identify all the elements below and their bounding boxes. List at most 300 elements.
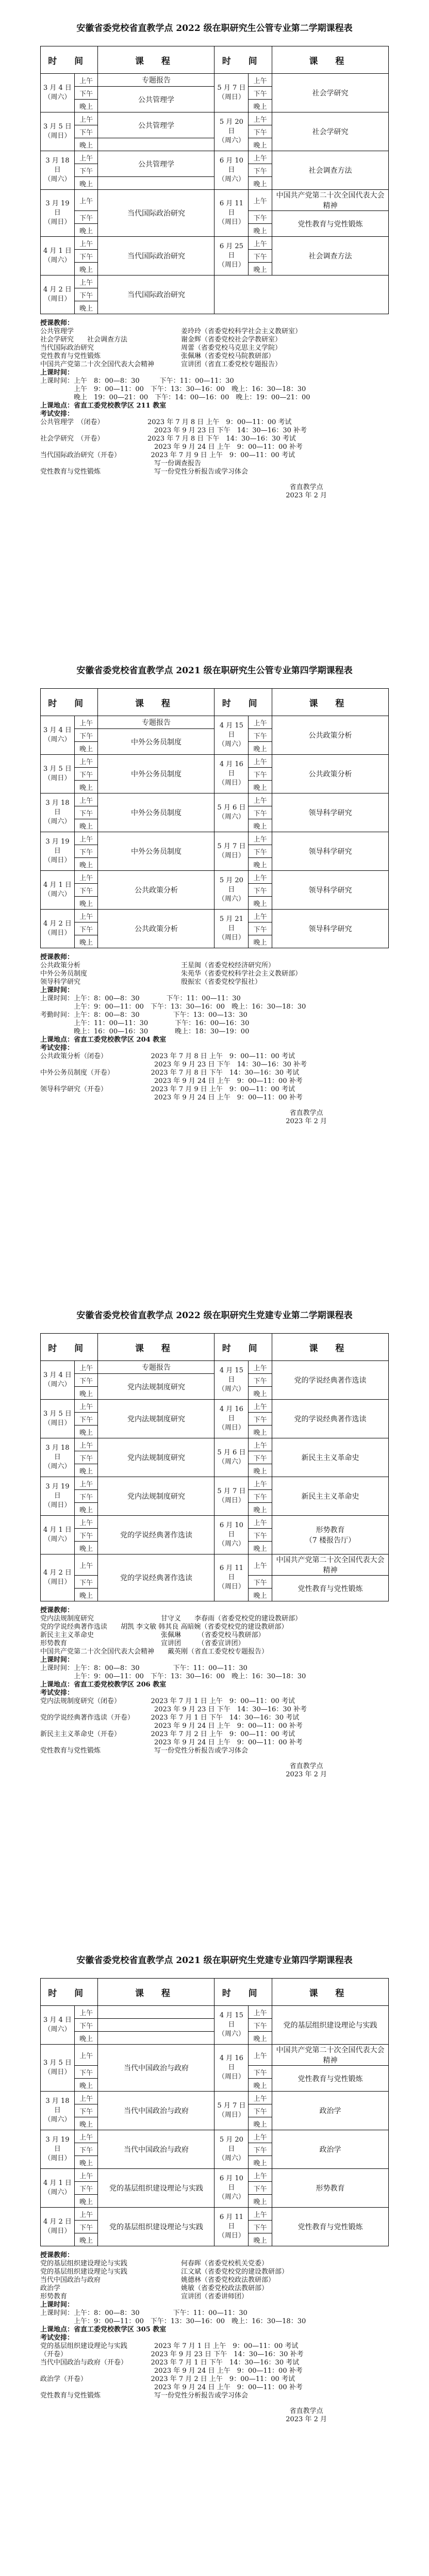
session-label: 下午 bbox=[249, 922, 272, 935]
info-line: 上午：11：00—11：30 下午：16：00—16：30 bbox=[40, 1019, 250, 1027]
date-cell: 5 月 20 日 （周六） bbox=[214, 2130, 249, 2169]
session-label: 上午 bbox=[74, 151, 98, 164]
course-cell: 党性教育与党性锻炼 bbox=[272, 2066, 388, 2092]
table-header: 时 间 bbox=[41, 1979, 98, 2006]
info-heading: 考试安排： bbox=[40, 1689, 74, 1697]
table-row bbox=[41, 1438, 389, 1451]
session-label: 上午 bbox=[249, 793, 272, 806]
session-label: 下午 bbox=[74, 1490, 98, 1503]
info-line: 党性教育与党性锻炼 张佩琳（省委党校马院教研部） bbox=[40, 352, 275, 360]
date-cell: 3 月 5 日 （周日） bbox=[41, 1400, 75, 1438]
session-label: 晚上 bbox=[74, 263, 98, 276]
info-heading: 上课地点：省直工委党校教学区 305 教室 bbox=[40, 2326, 167, 2334]
course-cell: 政治学 bbox=[272, 2092, 388, 2130]
session-label: 晚上 bbox=[74, 2079, 98, 2092]
info-line: 上课时间：上午 8：00—8：30 下午：11：00—11：30 bbox=[40, 377, 234, 385]
session-label: 上午 bbox=[249, 1438, 272, 1451]
course-cell: 党的学说经典著作选读 bbox=[272, 1400, 388, 1438]
session-label: 上午 bbox=[74, 1477, 98, 1490]
table-header: 时 间 bbox=[41, 1334, 98, 1361]
session-label: 下午 bbox=[74, 1451, 98, 1464]
session-label: 晚上 bbox=[74, 897, 98, 910]
session-label: 上午 bbox=[74, 871, 98, 884]
info-section bbox=[40, 2251, 389, 2400]
info-line: 新民主主义革命史 张佩琳 （省委党校马教研部） bbox=[40, 1631, 265, 1639]
schedule-page bbox=[0, 1932, 429, 2562]
table-row bbox=[41, 74, 389, 87]
info-heading: 授课教师： bbox=[40, 2251, 74, 2259]
session-label: 上午 bbox=[74, 1516, 98, 1529]
info-line: 党的学说经典著作选读（开卷） 2023 年 7 月 1 日 下午 14：30—16：30 考试 bbox=[40, 1714, 300, 1722]
session-label: 上午 bbox=[249, 2045, 272, 2066]
course-cell: 党内法规制度研究 bbox=[98, 1400, 214, 1438]
issue-date: 2023 年 2 月 bbox=[286, 1771, 327, 1778]
course-cell: 形势教育 bbox=[272, 2169, 388, 2208]
info-line: 中外公务员制度（开卷） 2023 年 7 月 8 日 下午 14：30—16：30 考试 bbox=[40, 1069, 300, 1077]
session-label: 上午 bbox=[249, 832, 272, 845]
session-label: 下午 bbox=[249, 2019, 272, 2032]
session-label: 晚上 bbox=[74, 1503, 98, 1516]
table-header: 时 间 bbox=[214, 1334, 272, 1361]
session-label: 上午 bbox=[74, 190, 98, 211]
course-cell: 党内法规制度研究 bbox=[98, 1477, 214, 1516]
table-header: 时 间 bbox=[41, 46, 98, 74]
info-line: 新民主主义革命史（开卷） 2023 年 7 月 2 日 上午 9：00—11：00 考试 bbox=[40, 1730, 295, 1738]
date-cell: 5 月 7 日 （周日） bbox=[214, 2092, 249, 2130]
session-label: 下午 bbox=[249, 768, 272, 781]
info-line: 上午：9：00—11：00 下午：13：30—16：00 晚上：16：30—18：30 bbox=[40, 1673, 306, 1680]
issuer-name: 省直教学点 bbox=[289, 1762, 323, 1770]
course-cell: 公共政策分析 bbox=[272, 755, 388, 793]
date-cell: 5 月 7 日 （周日） bbox=[214, 1477, 249, 1516]
session-label: 上午 bbox=[249, 237, 272, 250]
signature-block bbox=[40, 1109, 389, 1126]
info-heading: 考试安排： bbox=[40, 410, 74, 418]
session-label: 下午 bbox=[249, 2143, 272, 2156]
session-label: 晚上 bbox=[74, 935, 98, 948]
session-label: 上午 bbox=[74, 793, 98, 806]
session-label: 上午 bbox=[74, 1361, 98, 1374]
session-label: 上午 bbox=[249, 1516, 272, 1529]
page-title: 安徽省委党校省直教学点 2022 级在职研究生党建专业第二学期课程表 bbox=[76, 1310, 353, 1321]
info-line: 党性教育与党性锻炼 写一份党性分析报告或学习体会 bbox=[40, 468, 249, 476]
session-label: 下午 bbox=[74, 2221, 98, 2233]
session-label: 上午 bbox=[74, 2092, 98, 2104]
signature-inner bbox=[286, 1762, 327, 1779]
session-label: 晚上 bbox=[249, 935, 272, 948]
session-label: 晚上 bbox=[74, 742, 98, 755]
session-label: 晚上 bbox=[74, 1589, 98, 1601]
date-cell: 5 月 7 日 （周日） bbox=[214, 74, 249, 112]
session-label: 下午 bbox=[249, 845, 272, 858]
course-cell: 当代中国政治与政府 bbox=[98, 2092, 214, 2130]
info-line: 党的基层组织建设理论与实践 2023 年 7 月 1 日 上午 9：00—11：00 考试 bbox=[40, 2342, 299, 2350]
course-cell: 公共管理学 bbox=[98, 112, 214, 138]
session-label: 上午 bbox=[74, 237, 98, 250]
info-line: 社会学研究 （开卷） 2023 年 7 月 8 日 下午 14：30—16：30 考试 bbox=[40, 435, 296, 443]
table-row bbox=[41, 2045, 389, 2066]
session-label: 下午 bbox=[74, 1374, 98, 1387]
session-label: 晚上 bbox=[249, 819, 272, 832]
session-label: 晚上 bbox=[249, 2156, 272, 2169]
session-label: 上午 bbox=[249, 1361, 272, 1374]
date-cell: 5 月 21 日 （周日） bbox=[214, 910, 249, 948]
session-label: 晚上 bbox=[249, 781, 272, 793]
course-cell: 当代中国政治与政府 bbox=[98, 2130, 214, 2169]
signature-block bbox=[40, 483, 389, 500]
session-label: 下午 bbox=[249, 164, 272, 177]
date-cell: 4 月 2 日 （周日） bbox=[41, 910, 75, 948]
session-label: 上午 bbox=[74, 716, 98, 729]
session-label: 上午 bbox=[249, 716, 272, 729]
session-label: 下午 bbox=[249, 1374, 272, 1387]
table-row bbox=[41, 2169, 389, 2182]
session-label: 上午 bbox=[74, 112, 98, 125]
info-line: 考勤时间：上午：8：00—8：30 下午：13：00—13：30 bbox=[40, 1011, 248, 1019]
empty-cell bbox=[214, 276, 389, 314]
session-label: 下午 bbox=[74, 2182, 98, 2195]
table-row bbox=[41, 2208, 389, 2221]
date-cell: 6 月 10 日 （周六） bbox=[214, 2169, 249, 2208]
signature-block bbox=[40, 2407, 389, 2424]
date-cell: 3 月 5 日 （周日） bbox=[41, 112, 75, 151]
table-row bbox=[41, 190, 389, 211]
session-label: 晚上 bbox=[249, 2233, 272, 2246]
session-label: 下午 bbox=[74, 845, 98, 858]
session-label: 下午 bbox=[74, 125, 98, 138]
date-cell: 6 月 10 日 （周六） bbox=[214, 1516, 249, 1554]
info-line: 党的基层组织建设理论与实践 何春晖（省委党校机关党委） bbox=[40, 2260, 269, 2267]
table-row bbox=[41, 1361, 389, 1374]
session-label: 晚上 bbox=[249, 1503, 272, 1516]
info-heading: 上课时间： bbox=[40, 2301, 74, 2309]
session-label: 下午 bbox=[74, 87, 98, 100]
course-cell: 领导科学研究 bbox=[272, 793, 388, 832]
info-line: 上课时间：上午：8：00—8：30 下午：11：00—11：30 bbox=[40, 2309, 248, 2317]
info-line: 上课时间：上午：8：00—8：30 下午：11：00—11：30 bbox=[40, 995, 241, 1002]
session-label: 上午 bbox=[249, 151, 272, 164]
session-label: 晚上 bbox=[249, 858, 272, 871]
course-cell: 当代国际政治研究 bbox=[98, 190, 214, 237]
course-cell: 中国共产党第二十次全国代表大会精神 bbox=[272, 190, 388, 211]
info-line: 领导科学研究 殷振宏（省委党校学报社） bbox=[40, 978, 262, 986]
info-line: 党的基层组织建设理论与实践 江文斌（省委党校党的建设教研部） bbox=[40, 2268, 289, 2276]
course-cell: 党内法规制度研究 bbox=[98, 1438, 214, 1477]
date-cell: 5 月 6 日 （周六） bbox=[214, 1438, 249, 1477]
table-row bbox=[41, 112, 389, 125]
session-label: 上午 bbox=[74, 1554, 98, 1576]
session-label: 上午 bbox=[74, 755, 98, 768]
date-cell: 4 月 2 日 （周日） bbox=[41, 1554, 75, 1601]
info-line: （开卷） 2023 年 9 月 23 日 下午 14：30—16：30 补考 bbox=[40, 2351, 304, 2358]
info-section bbox=[40, 1607, 389, 1755]
info-line: 社会学研究 社会调查方法 谢金辉（省委党校社会学教研室） bbox=[40, 336, 282, 344]
info-line: 公共管理学 姜玲玲（省委党校科学社会主义教研室） bbox=[40, 328, 302, 335]
info-line: 当代中国政治与政府 姚德林（省委党校政法教研部） bbox=[40, 2276, 275, 2284]
session-label: 晚上 bbox=[249, 177, 272, 190]
session-label: 上午 bbox=[74, 2169, 98, 2182]
session-label: 下午 bbox=[74, 768, 98, 781]
info-heading: 上课地点：省直工委党校教学区 206 教室 bbox=[40, 1681, 167, 1689]
session-label: 下午 bbox=[249, 2066, 272, 2079]
session-label: 晚上 bbox=[249, 2079, 272, 2092]
date-cell: 4 月 16 日 （周日） bbox=[214, 1400, 249, 1438]
session-label: 上午 bbox=[249, 74, 272, 87]
course-cell: 中国共产党第二十次全国代表大会精神 bbox=[272, 1554, 388, 1576]
session-label: 晚上 bbox=[74, 1387, 98, 1400]
session-label: 下午 bbox=[249, 884, 272, 897]
course-cell: 中外公务员制度 bbox=[98, 755, 214, 793]
date-cell: 4 月 15 日 （周六） bbox=[214, 1361, 249, 1400]
table-row bbox=[41, 2092, 389, 2104]
session-label: 上午 bbox=[249, 112, 272, 125]
date-cell: 3 月 5 日 （周日） bbox=[41, 755, 75, 793]
table-row bbox=[41, 1516, 389, 1529]
session-label: 上午 bbox=[74, 1438, 98, 1451]
date-cell: 4 月 2 日 （周日） bbox=[41, 2208, 75, 2246]
course-cell: 领导科学研究 bbox=[272, 871, 388, 910]
course-cell bbox=[98, 138, 214, 151]
date-cell: 3 月 4 日 （周六） bbox=[41, 74, 75, 112]
info-line: 2023 年 9 月 24 日 上午 9：00—11：00 补考 bbox=[40, 1739, 303, 1746]
session-label: 上午 bbox=[74, 832, 98, 845]
issue-date: 2023 年 2 月 bbox=[286, 492, 327, 499]
session-label: 晚上 bbox=[249, 224, 272, 237]
info-line: 上午 9：00—11：00 下午：13：30—16：00 晚上：16：30—18：30 bbox=[40, 385, 306, 393]
date-cell: 3 月 18 日 （周六） bbox=[41, 2092, 75, 2130]
session-label: 上午 bbox=[249, 1400, 272, 1413]
session-label: 晚上 bbox=[74, 1425, 98, 1438]
info-line: 当代国际政治研究（开卷） 2023 年 7 月 9 日 上午 9：00—11：00 考试 bbox=[40, 451, 295, 459]
info-line: 2023 年 9 月 24 日 上午 9：00—11：00 补考 bbox=[40, 2384, 303, 2391]
info-line: 党性教育与党性锻炼 写一份党性分析报告或学习体会 bbox=[40, 2392, 249, 2400]
schedule-page bbox=[0, 0, 429, 629]
date-cell: 3 月 19 日 （周日） bbox=[41, 190, 75, 237]
session-label: 上午 bbox=[249, 2169, 272, 2182]
session-label: 上午 bbox=[74, 2045, 98, 2066]
session-label: 下午 bbox=[249, 2104, 272, 2117]
info-line: 晚上 19：00—21：00 下午：14：00—16：00 晚上：19：00—21：00 bbox=[40, 394, 310, 401]
date-cell: 4 月 1 日 （周六） bbox=[41, 237, 75, 276]
course-cell: 党的基层组织建设理论与实践 bbox=[98, 2169, 214, 2208]
session-label: 下午 bbox=[249, 211, 272, 224]
table-header: 时 间 bbox=[214, 1979, 272, 2006]
table-row bbox=[41, 276, 389, 288]
course-cell bbox=[98, 177, 214, 190]
info-heading: 考试安排： bbox=[40, 1044, 74, 1052]
course-cell: 领导科学研究 bbox=[272, 910, 388, 948]
info-line: 晚上：16：00—16：30 晚上：18：30—19：00 bbox=[40, 1028, 250, 1035]
session-label: 下午 bbox=[74, 884, 98, 897]
date-cell: 5 月 6 日 （周六） bbox=[214, 793, 249, 832]
info-line: 中国共产党第二十次全国代表大会精神 戴英刚（省直工委党校专题报告） bbox=[40, 1648, 269, 1656]
date-cell: 5 月 7 日 （周日） bbox=[214, 832, 249, 871]
date-cell: 4 月 16 日 （周日） bbox=[214, 755, 249, 793]
session-label: 上午 bbox=[249, 1477, 272, 1490]
info-section bbox=[40, 953, 389, 1102]
signature-inner bbox=[286, 1109, 327, 1126]
session-label: 晚上 bbox=[249, 742, 272, 755]
session-label: 晚上 bbox=[74, 781, 98, 793]
table-header: 课 程 bbox=[272, 1979, 388, 2006]
session-label: 下午 bbox=[74, 211, 98, 224]
info-line: 中外公务员制度 朱苑华（省委党校科学社会主义教研部） bbox=[40, 970, 302, 978]
info-line: 当代中国政治与政府（开卷） 2023 年 7 月 1 日 下午 14：30—16：30 考试 bbox=[40, 2359, 300, 2367]
table-row bbox=[41, 793, 389, 806]
info-heading: 上课时间： bbox=[40, 369, 74, 377]
session-label: 下午 bbox=[249, 1529, 272, 1542]
session-label: 上午 bbox=[249, 2130, 272, 2143]
info-line: 写一份调查报告 bbox=[40, 460, 202, 467]
table-row bbox=[41, 1400, 389, 1413]
course-cell: 公共管理学 bbox=[98, 151, 214, 177]
session-label: 上午 bbox=[74, 2208, 98, 2221]
table-row bbox=[41, 755, 389, 768]
session-label: 下午 bbox=[249, 1576, 272, 1589]
info-line: 2023 年 9 月 24 日 上午 9：00—11：00 补考 bbox=[40, 443, 303, 451]
session-label: 上午 bbox=[249, 2208, 272, 2221]
session-label: 下午 bbox=[249, 1413, 272, 1425]
date-cell: 3 月 18 日 （周六） bbox=[41, 793, 75, 832]
schedule-table bbox=[40, 46, 389, 314]
info-section bbox=[40, 319, 389, 476]
course-cell: 党的基层组织建设理论与实践 bbox=[272, 2006, 388, 2045]
info-line: 2023 年 9 月 24 日 上午 9：00—11：00 补考 bbox=[40, 2367, 303, 2375]
session-label: 晚上 bbox=[74, 1542, 98, 1554]
table-header: 课 程 bbox=[98, 1979, 214, 2006]
table-row bbox=[41, 2006, 389, 2019]
course-cell: 党性教育与党性锻炼 bbox=[272, 1576, 388, 1601]
table-header: 时 间 bbox=[214, 46, 272, 74]
table-header: 课 程 bbox=[98, 689, 214, 716]
session-label: 上午 bbox=[249, 2092, 272, 2104]
info-heading: 考试安排： bbox=[40, 2334, 74, 2342]
course-cell: 中外公务员制度 bbox=[98, 729, 214, 755]
course-cell: 新民主主义革命史 bbox=[272, 1438, 388, 1477]
session-label: 晚上 bbox=[249, 100, 272, 112]
course-cell: 专题报告 bbox=[98, 74, 214, 87]
session-label: 下午 bbox=[74, 806, 98, 819]
date-cell: 4 月 15 日 （周六） bbox=[214, 2006, 249, 2045]
course-cell: 公共管理学 bbox=[98, 87, 214, 112]
table-row bbox=[41, 871, 389, 884]
info-line: 公共政策分析 王星闽（省委党校经济研究所） bbox=[40, 962, 275, 969]
issuer-name: 省直教学点 bbox=[289, 1109, 323, 1117]
info-heading: 上课地点：省直工委党校教学区 204 教室 bbox=[40, 1036, 167, 1044]
date-cell: 5 月 20 日 （周六） bbox=[214, 112, 249, 151]
session-label: 下午 bbox=[249, 1451, 272, 1464]
course-cell: 党的学说经典著作选读 bbox=[272, 1361, 388, 1400]
table-row bbox=[41, 716, 389, 729]
date-cell: 6 月 25 日 （周日） bbox=[214, 237, 249, 276]
session-label: 下午 bbox=[74, 288, 98, 301]
info-line: 党的学说经典著作选读 胡凯 李文敏 韩其良 高暗婉（省委党校党的建设教研部） bbox=[40, 1623, 288, 1631]
date-cell: 6 月 11 日 （周日） bbox=[214, 2208, 249, 2246]
session-label: 下午 bbox=[74, 2104, 98, 2117]
session-label: 晚上 bbox=[74, 1464, 98, 1477]
table-row bbox=[41, 832, 389, 845]
page-title: 安徽省委党校省直教学点 2022 级在职研究生公管专业第二学期课程表 bbox=[76, 23, 353, 34]
course-cell: 形势教育 （7 楼报告厅） bbox=[272, 1516, 388, 1554]
info-line: 领导科学研究（开卷） 2023 年 7 月 9 日 上午 9：00—11：00 考试 bbox=[40, 1086, 295, 1093]
session-label: 晚上 bbox=[74, 819, 98, 832]
info-heading: 上课地点：省直工委党校教学区 211 教室 bbox=[40, 402, 167, 410]
session-label: 下午 bbox=[74, 2019, 98, 2032]
info-line: 2023 年 9 月 24 日 上午 9：00—11：00 补考 bbox=[40, 1722, 303, 1730]
session-label: 晚上 bbox=[74, 2233, 98, 2246]
table-header: 时 间 bbox=[214, 689, 272, 716]
session-label: 下午 bbox=[74, 2066, 98, 2079]
schedule-table bbox=[40, 1978, 389, 2246]
session-label: 上午 bbox=[249, 871, 272, 884]
course-cell: 政治学 bbox=[272, 2130, 388, 2169]
session-label: 晚上 bbox=[74, 858, 98, 871]
course-cell bbox=[98, 2032, 214, 2045]
date-cell: 3 月 19 日 （周日） bbox=[41, 1477, 75, 1516]
session-label: 晚上 bbox=[249, 2195, 272, 2208]
session-label: 晚上 bbox=[249, 1542, 272, 1554]
session-label: 上午 bbox=[74, 1400, 98, 1413]
course-cell: 当代国际政治研究 bbox=[98, 276, 214, 314]
table-header: 时 间 bbox=[41, 689, 98, 716]
course-cell: 党性教育与党性锻炼 bbox=[272, 211, 388, 237]
info-line: 公共管理学 （闭卷） 2023 年 7 月 8 日 上午 9：00—11：00 考试 bbox=[40, 418, 292, 426]
session-label: 晚上 bbox=[74, 2156, 98, 2169]
info-line: 党内法规制度研究（闭卷） 2023 年 7 月 1 日 上午 9：00—11：00 考试 bbox=[40, 1697, 295, 1705]
date-cell: 6 月 11 日 （周日） bbox=[214, 190, 249, 237]
table-header: 课 程 bbox=[272, 1334, 388, 1361]
session-label: 下午 bbox=[74, 1413, 98, 1425]
table-header: 课 程 bbox=[98, 46, 214, 74]
info-line: 当代国际政治研究 周蕾（省委党校马克思主义学院） bbox=[40, 344, 282, 352]
signature-inner bbox=[286, 2407, 327, 2424]
session-label: 下午 bbox=[74, 250, 98, 263]
info-line: 上午：9：00—11：00 下午：13：30—16：00 晚上：16：30—18：30 bbox=[40, 2318, 306, 2325]
table-row bbox=[41, 1554, 389, 1576]
course-cell: 社会调查方法 bbox=[272, 237, 388, 276]
info-line: 党性教育与党性锻炼 写一份党性分析报告或学习体会 bbox=[40, 1747, 249, 1755]
session-label: 晚上 bbox=[249, 2117, 272, 2130]
session-label: 上午 bbox=[249, 190, 272, 211]
info-line: 2023 年 9 月 24 日 上午 9：00—11：00 补考 bbox=[40, 1077, 303, 1085]
course-cell: 公共政策分析 bbox=[272, 716, 388, 755]
course-cell: 党性教育与党性锻炼 bbox=[272, 2208, 388, 2246]
date-cell: 4 月 1 日 （周六） bbox=[41, 871, 75, 910]
course-cell: 中外公务员制度 bbox=[98, 793, 214, 832]
session-label: 下午 bbox=[249, 250, 272, 263]
schedule-table bbox=[40, 688, 389, 948]
course-cell bbox=[98, 2006, 214, 2019]
table-row bbox=[41, 151, 389, 164]
issuer-name: 省直教学点 bbox=[289, 2407, 323, 2415]
signature-inner bbox=[286, 483, 327, 500]
session-label: 上午 bbox=[249, 2006, 272, 2019]
info-line: 2023 年 9 月 23 日 下午 14：30—16：30 补考 bbox=[40, 1061, 307, 1068]
session-label: 晚上 bbox=[249, 897, 272, 910]
info-heading: 授课教师： bbox=[40, 319, 74, 327]
session-label: 晚上 bbox=[74, 2195, 98, 2208]
session-label: 晚上 bbox=[249, 263, 272, 276]
info-heading: 授课教师： bbox=[40, 953, 74, 961]
info-line: 2023 年 9 月 24 日 上午 9：00—11：00 补考 bbox=[40, 1094, 303, 1101]
session-label: 下午 bbox=[74, 1576, 98, 1589]
info-line: 形势教育 宣讲团（省委讲师团） bbox=[40, 2293, 249, 2300]
course-cell: 中外公务员制度 bbox=[98, 832, 214, 871]
date-cell: 6 月 10 日 （周六） bbox=[214, 151, 249, 190]
session-label: 上午 bbox=[249, 1554, 272, 1576]
info-line: 2023 年 9 月 23 日 下午 14：30—16：30 补考 bbox=[40, 427, 307, 434]
session-label: 下午 bbox=[74, 922, 98, 935]
